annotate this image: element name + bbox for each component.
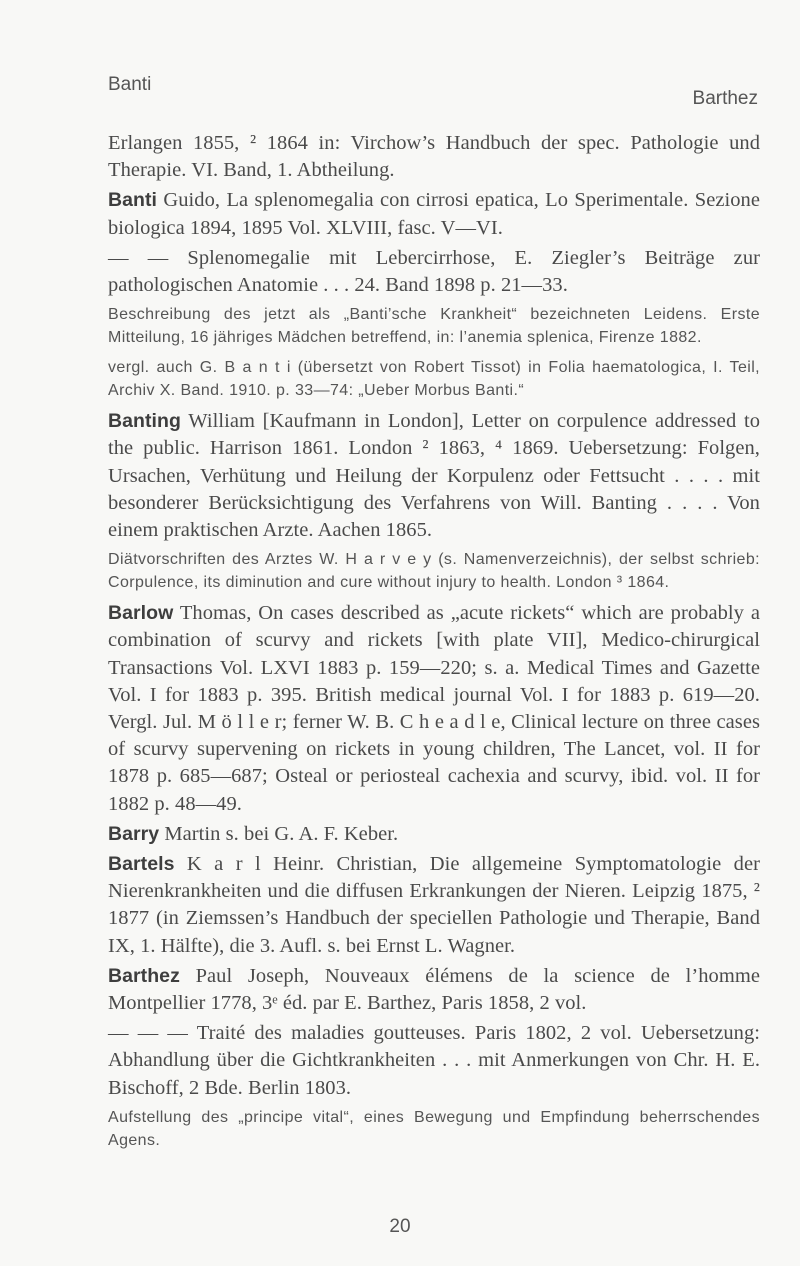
entry-body: Erlangen 1855, ² 1864 in: Virchow’s Handbuch der spec. Pathologie und Therapie. VI. Band, 1. Abtheilung. [108, 132, 760, 182]
entry-body: Beschreibung des jetzt als „Banti’sche Krankheit“ bezeichneten Leidens. Erste Mitteilung, 16 jähriges Mädchen betreffend, in: l’anemia splenica, Firenze 1882. [108, 306, 760, 347]
entry-barthez [108, 963, 760, 1017]
entry-body: vergl. auch G. B a n t i (übersetzt von Robert Tissot) in Folia haematologica, I. Teil, Archiv X. Band. 1910. p. 33—74: „Ueber Morbus Banti.“ [108, 359, 760, 400]
entry-body: Aufstellung des „principe vital“, eines Bewegung und Empfindung beherrschendes Agens. [108, 1108, 760, 1149]
entry-body: Guido, La splenomegalia con cirrosi epatica, Lo Sperimentale. Sezione biologica 1894, 1895 Vol. XLVIII, fasc. V—VI. [108, 189, 760, 239]
entry-note [108, 1105, 760, 1152]
entry-body: — — — Traité des maladies goutteuses. Paris 1802, 2 vol. Uebersetzung: Abhandlung über die Gichtkrankheiten . . . mit Anmerkungen von Chr. H. E. Bischoff, 2 Bde. Berlin 1803. [108, 1022, 760, 1099]
entry-term: Banting [108, 410, 181, 433]
entry-banting [108, 408, 760, 544]
entry-body: William [Kaufmann in London], Letter on corpulence addressed to the public. Harrison 1861. London ² 1863, ⁴ 1869. Uebersetzung: Folgen, Ursachen, Verhütung und Heilung der Korpulenz oder Fettsucht . . . . mit besonderer Berücksichtigung des Verfahrens von Will. Banting . . . . Von einem praktischen Arzte. Aachen 1865. [108, 410, 760, 542]
entry-term: Banti [108, 189, 157, 212]
entry-banti [108, 187, 760, 241]
running-header [108, 74, 758, 109]
entry-body: Thomas, On cases described as „acute rickets“ which are probably a combination of scurvy and rickets [with plate VII], Medico-chirurgical Transactions Vol. LXVI 1883 p. 159—220; s. a. Medical Times and Gazette Vol. I for 1883 p. 395. British medical journal Vol. I for 1883 p. 619—20. Vergl. Jul. M ö l l e r; ferner W. B. C h e a d l e, Clinical lecture on three cases of scurvy supervening on rickets in young children, The Lancet, vol. II for 1878 p. 685—687; Osteal or periosteal cachexia and scurvy, ibid. vol. II for 1882 p. 48—49. [108, 602, 760, 815]
header-right: Barthez [692, 88, 758, 109]
entry-body: — — Splenomegalie mit Lebercirrhose, E. Ziegler’s Beiträge zur pathologischen Anatomie . . . 24. Band 1898 p. 21—33. [108, 246, 760, 297]
header-left: Banti [108, 74, 152, 95]
entry-bartels [108, 851, 760, 960]
page-body [108, 130, 760, 1158]
entry-note [108, 302, 760, 349]
entry-body: Martin s. bei G. A. F. Keber. [159, 822, 399, 845]
entry-note [108, 547, 760, 594]
entry-term: Barry [108, 822, 160, 845]
entry-term: Barlow [108, 602, 174, 625]
entry-barlow [108, 600, 760, 818]
page-number: 20 [389, 1216, 411, 1237]
entry-barry [108, 821, 760, 848]
entry-text [108, 130, 760, 184]
entry-body: Diätvorschriften des Arztes W. H a r v e y (s. Namenverzeichnis), der selbst schrieb: Corpulence, its diminution and cure without injury to health. London ³ 1864. [108, 551, 760, 592]
entry-note [108, 355, 760, 402]
entry-body: K a r l Heinr. Christian, Die allgemeine Symptomatologie der Nierenkrankheiten und die diffusen Erkrankungen der Nieren. Leipzig 1875, ² 1877 (in Ziemssen’s Handbuch der speciellen Pathologie und Therapie, Band IX, 1. Hälfte), die 3. Aufl. s. bei Ernst L. Wagner. [108, 853, 760, 957]
entry-text [108, 245, 760, 299]
entry-term: Barthez [108, 964, 180, 987]
entry-body: Paul Joseph, Nouveaux élémens de la science de l’homme Montpellier 1778, 3ᵉ éd. par E. Barthez, Paris 1858, 2 vol. [108, 964, 760, 1015]
entry-text [108, 1020, 760, 1102]
entry-term: Bartels [108, 853, 175, 876]
